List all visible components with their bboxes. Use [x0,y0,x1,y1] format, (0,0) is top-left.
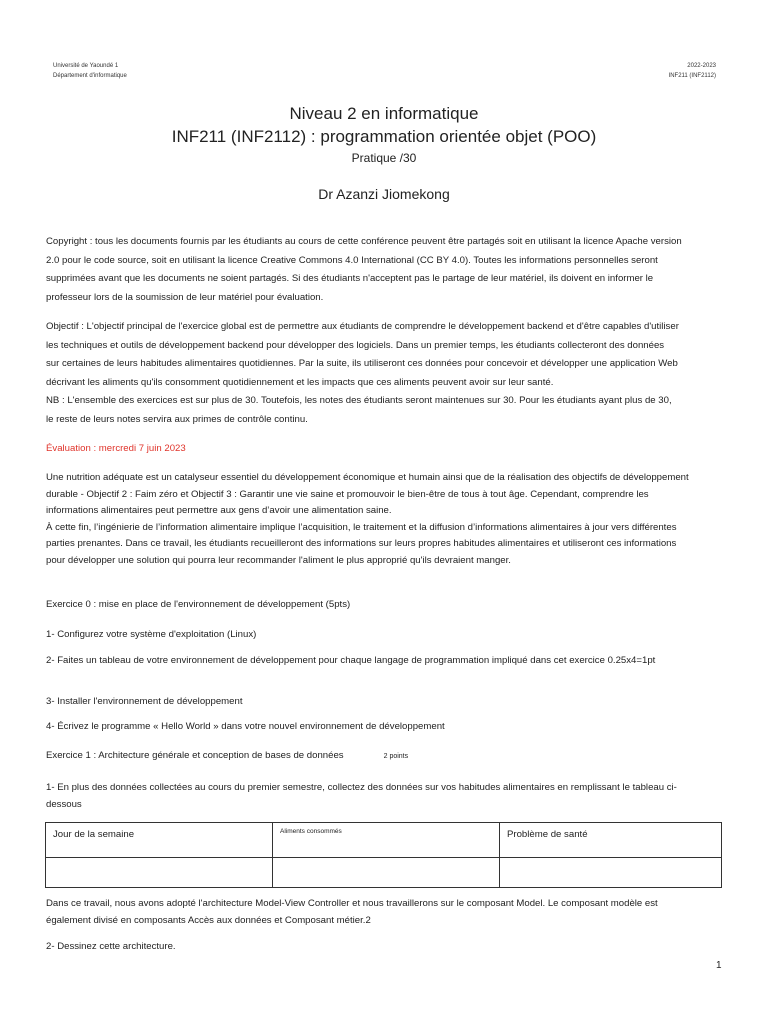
department-name: Département d'informatique [53,73,127,79]
author-name: Dr Azanzi Jiomekong [318,186,450,202]
table-cell[interactable] [500,858,722,888]
exercise-0-question-4: 4- Écrivez le programme « Hello World » dans votre nouvel environnement de développement [46,721,445,732]
exercise-0-question-3: 3- Installer l'environnement de développement [46,696,243,707]
exercise-1-question-1: 1- En plus des données collectées au cours du premier semestre, collectez des données sur vos habitudes alimentaires en remplissant le tableau ci- dessous [46,782,677,810]
table-header-cell: Jour de la semaine [46,823,273,858]
copyright-paragraph: Copyright : tous les documents fournis par les étudiants au cours de cette conférence peuvent être partagés soit en utilisant la licence Apache version 2.0 pour le code source, soit en utilisant la licence Creative Commons 4.0 International (CC BY 4.0). Toutes les informations personnelles seront supprimées avant que les documents ne soient partagés. Si des étudiants n'acceptent pas le partage de leur matériel, ils doivent en informer le professeur lors de la soumission de leur matériel pour évaluation. [46,236,682,303]
exercise-0-question-2: 2- Faites un tableau de votre environnement de développement pour chaque langage de programmation impliqué dans cet exercice 0.25x4=1pt [46,655,656,666]
table-header-cell: Aliments consommés [273,823,500,858]
table-header-row [46,823,722,858]
nutrition-paragraph: Une nutrition adéquate est un catalyseur essentiel du développement économique et humain ainsi que de la réalisation des objectifs de développement durable - Objectif 2 : Faim zéro et Objectif 3 : Garantir une vie saine et promouvoir le bien-être de tous à tout âge. Cependant, comprendre les informations alimentaires peut permettre aux gens d’avoir une alimentation saine. À cette fin, l’ingénierie de l’information alimentaire implique l’acquisition, le traitement et la diffusion d’informations alimentaires à jour vers différentes parties prenantes. Dans ce travail, les étudiants recueilleront des informations sur leurs propres habitudes alimentaires et utiliseront ces informations pour développer une solution qui pourra leur recommander l'aliment le plus approprié qu'ils devraient manger. [46,472,689,566]
exercise-0-question-1: 1- Configurez votre système d'exploitation (Linux) [46,629,257,640]
exercise-1-points: 2 points [383,753,409,760]
food-habits-table [45,822,722,888]
header-left [53,61,127,81]
evaluation-date: Évaluation : mercredi 7 juin 2023 [46,443,186,454]
table-cell[interactable] [46,858,273,888]
nb-paragraph: NB : L'ensemble des exercices est sur plus de 30. Toutefois, les notes des étudiants seront maintenues sur 30. Pour les étudiants ayant plus de 30, le reste de leurs notes servira aux primes de contrôle continu. [46,395,672,425]
exercise-0-title: Exercice 0 : mise en place de l'environnement de développement (5pts) [46,599,351,610]
header-right [669,61,716,81]
academic-year: 2022-2023 [687,63,716,69]
exercise-1-title: Exercice 1 : Architecture générale et conception de bases de données [46,750,344,761]
table-header-cell: Problème de santé [500,823,722,858]
level-title: Niveau 2 en informatique [289,104,479,123]
course-code: INF211 (INF2112) [668,73,716,79]
university-name: Université de Yaoundé 1 [53,63,119,69]
objective-paragraph: Objectif : L'objectif principal de l'exercice global est de permettre aux étudiants de comprendre le développement backend et d'être capables d'utiliser les techniques et outils de développement backend pour développer des logiciels. Dans un premier temps, les étudiants collecteront des données sur certaines de leurs habitudes alimentaires quotidiennes. Par la suite, ils utiliseront ces données pour concevoir et développer une application Web décrivant les aliments qu'ils consomment quotidiennement et les impacts que ces aliments peuvent avoir sur leur santé. [46,321,679,388]
table-row [46,858,722,888]
exercise-1-question-2: 2- Dessinez cette architecture. [46,941,176,952]
grading-subtitle: Pratique /30 [351,151,417,165]
page-number: 1 [716,960,722,971]
exercise-1-heading [46,747,722,767]
table-cell[interactable] [273,858,500,888]
mvc-paragraph: Dans ce travail, nous avons adopté l'architecture Model-View Controller et nous travaillerons sur le composant Model. Le composant modèle est également divisé en composants Accès aux données et Composant métier.2 [46,898,658,926]
course-title: INF211 (INF2112) : programmation orientée objet (POO) [171,127,597,146]
